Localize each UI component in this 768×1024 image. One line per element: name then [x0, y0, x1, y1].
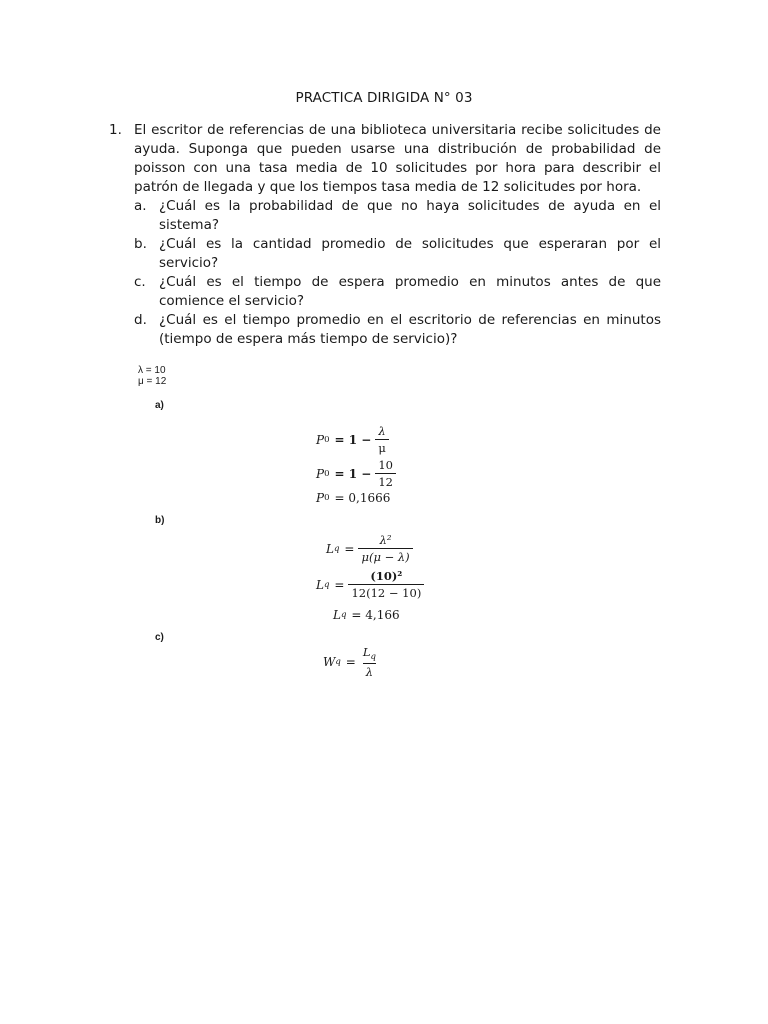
- fraction: $\frac{\lambda}{\mu}$: [375, 424, 388, 455]
- question-text: El escritor de referencias de una biblioteca universitaria recibe solicitudes de ayuda. Suponga que pueden usarse una distribución de probabilidad de poisson con una tasa media de 10 solicitudes por hora para describir el patrón de llegada y que los tiempos tasa media de 12 solicitudes por hora.: [134, 122, 661, 195]
- question-item-c: [134, 273, 661, 311]
- equation-a1: P 0 = 1 − $\frac{\lambda}{\mu}$: [316, 424, 389, 455]
- given-lambda: λ = 10: [138, 365, 166, 376]
- item-text: ¿Cuál es el tiempo promedio en el escritorio de referencias en minutos (tiempo de espera más tiempo de servicio)?: [159, 312, 661, 347]
- given-mu: μ = 12: [138, 376, 167, 387]
- given-values: [138, 365, 166, 387]
- question-item-b: [134, 235, 661, 273]
- fraction: $\frac{\text{λ²}}{\mu(\mu - \lambda)}$: [358, 533, 412, 564]
- question-number: 1.: [109, 122, 122, 138]
- fraction: $\frac{L_q}{\lambda}$: [362, 645, 376, 679]
- item-text: ¿Cuál es la cantidad promedio de solicitudes que esperaran por el servicio?: [159, 236, 661, 271]
- equation-b2: L q = $\frac{\text{(10)²}}{12(12 - 10)}$: [316, 569, 424, 600]
- fraction: $\frac{10}{12}$: [375, 458, 396, 489]
- question-item-a: [134, 197, 661, 235]
- equation-a2: P 0 = 1 − $\frac{10}{12}$: [316, 458, 396, 489]
- item-label: c.: [134, 274, 146, 290]
- part-a-label: a): [155, 400, 164, 411]
- part-c-label: c): [155, 632, 164, 643]
- equation-b1: L q = $\frac{\text{λ²}}{\mu(\mu - \lambda)}$: [326, 533, 413, 564]
- item-label: a.: [134, 198, 147, 214]
- fraction: $\frac{\text{(10)²}}{12(12 - 10)}$: [348, 569, 424, 600]
- equation-a3: P 0 = 0,1666: [316, 491, 391, 505]
- question-item-d: [134, 311, 661, 349]
- equation-c1: W q = $\frac{L_q}{\lambda}$: [323, 645, 379, 679]
- item-text: ¿Cuál es el tiempo de espera promedio en minutos antes de que comience el servicio?: [159, 274, 661, 309]
- page-title: PRACTICA DIRIGIDA N° 03: [295, 90, 473, 106]
- question-1: [109, 121, 661, 349]
- item-text: ¿Cuál es la probabilidad de que no haya solicitudes de ayuda en el sistema?: [159, 198, 661, 233]
- equation-b3: L q = 4,166: [333, 608, 400, 622]
- part-b-label: b): [155, 515, 165, 526]
- item-label: d.: [134, 312, 147, 328]
- item-label: b.: [134, 236, 147, 252]
